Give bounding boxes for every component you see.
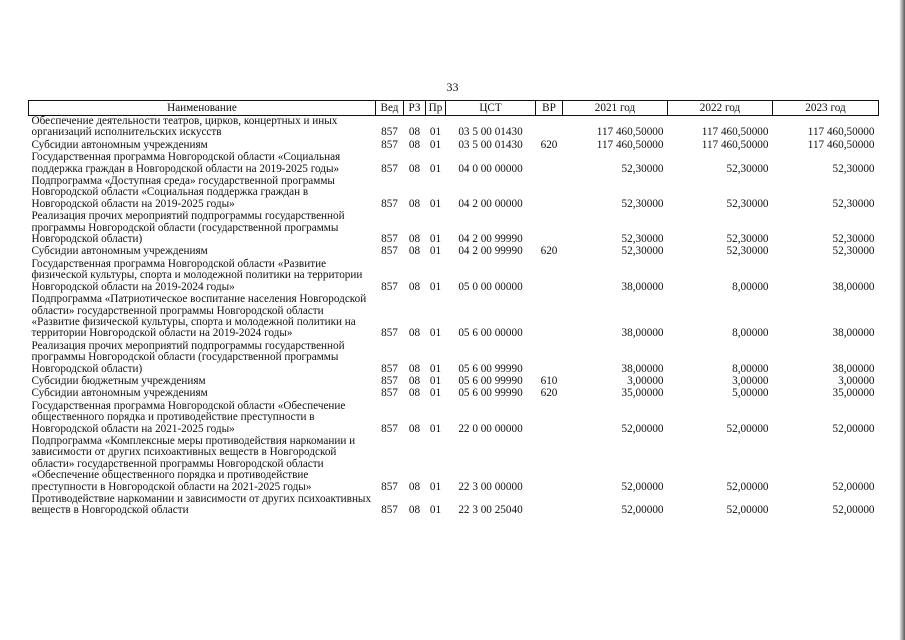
row-pr: 01 — [429, 362, 442, 375]
row-2022: 52,30000 — [726, 233, 769, 246]
row-2021: 52,30000 — [621, 162, 664, 175]
row-cst: 04 2 00 99990 — [458, 245, 523, 258]
row-2023: 117 460,50000 — [807, 138, 875, 151]
row-2021: 52,30000 — [621, 197, 664, 210]
row-vr — [536, 436, 563, 494]
row-2022: 5,00000 — [732, 387, 769, 400]
row-2023: 52,30000 — [832, 233, 875, 246]
row-2022: 8,00000 — [732, 362, 769, 375]
row-2023: 117 460,50000 — [807, 126, 875, 139]
table-row — [29, 494, 879, 518]
row-2021: 52,30000 — [621, 233, 664, 246]
row-name: Субсидии автономным учреждениям — [31, 138, 208, 151]
row-pr: 01 — [429, 280, 442, 293]
row-rz: 08 — [408, 245, 421, 258]
row-2023: 35,00000 — [832, 387, 875, 400]
row-2022: 52,30000 — [726, 197, 769, 210]
row-2022: 52,30000 — [726, 245, 769, 258]
table-header-row — [29, 101, 879, 116]
row-ved: 857 — [381, 362, 398, 375]
row-name: Подпрограмма «Комплексные меры противодействия наркомании и зависимости от других психоактивных веществ в Новгородской области» государственной программы Новгородской области «Обеспечение общественного порядка и противодействие преступности в Новгородской области на 2021-2025 годы» — [31, 434, 356, 493]
row-name: Противодействие наркомании и зависимости от других психоактивных веществ в Новгородской области — [31, 493, 372, 517]
row-rz: 08 — [408, 327, 421, 340]
row-vr: 620 — [540, 387, 558, 400]
table-row — [29, 401, 879, 436]
row-rz: 08 — [408, 387, 421, 400]
row-2023: 38,00000 — [832, 327, 875, 340]
row-pr: 01 — [429, 327, 442, 340]
row-pr: 01 — [429, 480, 442, 493]
row-pr: 01 — [429, 197, 442, 210]
row-ved: 857 — [381, 327, 398, 340]
row-vr: 610 — [540, 374, 558, 387]
row-vr: 620 — [540, 245, 558, 258]
table-row — [29, 246, 879, 258]
row-pr: 01 — [429, 126, 442, 139]
row-cst: 05 6 00 99990 — [458, 387, 523, 400]
row-rz: 08 — [408, 126, 421, 139]
row-2023: 52,00000 — [832, 480, 875, 493]
row-vr — [536, 176, 563, 211]
row-rz: 08 — [408, 197, 421, 210]
row-2021: 52,00000 — [621, 422, 664, 435]
table-row — [29, 341, 879, 376]
row-ved: 857 — [381, 374, 398, 387]
row-2021: 38,00000 — [621, 327, 664, 340]
table-row — [29, 388, 879, 400]
row-pr: 01 — [429, 138, 442, 151]
row-rz: 08 — [408, 233, 421, 246]
table-row — [29, 259, 879, 294]
row-name: Субсидии бюджетным учреждениям — [31, 374, 206, 387]
table-row — [29, 152, 879, 176]
row-name: Субсидии автономным учреждениям — [31, 245, 208, 258]
row-pr: 01 — [429, 504, 442, 517]
row-ved: 857 — [381, 504, 398, 517]
row-name: Подпрограмма «Доступная среда» государственной программы Новгородской области «Социальная поддержка граждан в Новгородской области на 2019-2025 годы» — [31, 175, 335, 210]
row-vr — [536, 116, 563, 140]
row-2023: 52,30000 — [832, 245, 875, 258]
page-number: 33 — [446, 80, 459, 94]
row-cst: 04 0 00 00000 — [458, 162, 523, 175]
table-row — [29, 116, 879, 140]
table-body — [29, 116, 879, 518]
row-2021: 3,00000 — [627, 374, 664, 387]
row-name: Субсидии автономным учреждениям — [31, 387, 208, 400]
row-2022: 8,00000 — [732, 280, 769, 293]
row-ved: 857 — [381, 245, 398, 258]
row-pr: 01 — [429, 387, 442, 400]
row-vr — [536, 494, 563, 518]
table-row — [29, 294, 879, 341]
table-row — [29, 436, 879, 494]
row-vr — [536, 152, 563, 176]
row-2022: 52,00000 — [726, 480, 769, 493]
row-2022: 52,00000 — [726, 504, 769, 517]
row-pr: 01 — [429, 162, 442, 175]
row-ved: 857 — [381, 422, 398, 435]
row-2023: 52,30000 — [832, 197, 875, 210]
row-ved: 857 — [381, 126, 398, 139]
header-ved: Вед — [376, 101, 404, 116]
row-vr — [536, 259, 563, 294]
row-cst: 22 3 00 00000 — [458, 480, 523, 493]
row-vr — [536, 294, 563, 341]
row-cst: 05 6 00 00000 — [458, 327, 523, 340]
row-cst: 04 2 00 00000 — [458, 197, 523, 210]
row-pr: 01 — [429, 422, 442, 435]
row-cst: 05 6 00 99990 — [458, 362, 523, 375]
row-vr — [536, 401, 563, 436]
row-2021: 52,30000 — [621, 245, 664, 258]
row-cst: 03 5 00 01430 — [458, 126, 523, 139]
row-vr — [536, 341, 563, 376]
row-name: Реализация прочих мероприятий подпрограммы государственной программы Новгородской области (государственной программы Новгородской области) — [31, 210, 345, 246]
row-rz: 08 — [408, 362, 421, 375]
header-rz: РЗ — [404, 101, 426, 116]
row-2022: 52,00000 — [726, 422, 769, 435]
budget-table — [28, 100, 879, 518]
row-2023: 3,00000 — [838, 374, 875, 387]
row-2022: 8,00000 — [732, 327, 769, 340]
header-2023: 2023 год — [773, 101, 879, 116]
row-ved: 857 — [381, 233, 398, 246]
table-row — [29, 176, 879, 211]
header-2022: 2022 год — [668, 101, 773, 116]
row-cst: 22 0 00 00000 — [458, 422, 523, 435]
row-2021: 117 460,50000 — [596, 138, 664, 151]
row-rz: 08 — [408, 162, 421, 175]
row-pr: 01 — [429, 374, 442, 387]
row-2021: 38,00000 — [621, 280, 664, 293]
row-name: Обеспечение деятельности театров, цирков, концертных и иных организаций исполнительских искусств — [31, 115, 338, 139]
row-name: Государственная программа Новгородской области «Социальная поддержка граждан в Новгородской области на 2019-2025 годы» — [31, 151, 341, 175]
header-name: Наименование — [29, 101, 376, 116]
row-cst: 03 5 00 01430 — [458, 138, 523, 151]
row-rz: 08 — [408, 504, 421, 517]
row-2023: 38,00000 — [832, 362, 875, 375]
row-ved: 857 — [381, 162, 398, 175]
row-pr: 01 — [429, 245, 442, 258]
row-vr — [536, 211, 563, 246]
header-cst: ЦСТ — [446, 101, 536, 116]
row-cst: 22 3 00 25040 — [458, 504, 523, 517]
row-rz: 08 — [408, 138, 421, 151]
row-name: Реализация прочих мероприятий подпрограммы государственной программы Новгородской области (государственной программы Новгородской области) — [31, 339, 345, 375]
row-2023: 52,00000 — [832, 422, 875, 435]
row-vr: 620 — [540, 138, 558, 151]
scan-edge-shadow — [899, 0, 905, 640]
row-ved: 857 — [381, 280, 398, 293]
row-2022: 117 460,50000 — [701, 126, 769, 139]
row-cst: 04 2 00 99990 — [458, 233, 523, 246]
row-2021: 52,00000 — [621, 504, 664, 517]
row-2022: 3,00000 — [732, 374, 769, 387]
row-name: Государственная программа Новгородской области «Развитие физической культуры, спорта и молодежной политики на территории Новгородской области на 2019-2024 годы» — [31, 257, 363, 293]
row-2022: 52,30000 — [726, 162, 769, 175]
row-rz: 08 — [408, 280, 421, 293]
header-2021: 2021 год — [563, 101, 668, 116]
row-pr: 01 — [429, 233, 442, 246]
row-2023: 38,00000 — [832, 280, 875, 293]
row-2023: 52,00000 — [832, 504, 875, 517]
header-pr: Пр — [426, 101, 446, 116]
row-rz: 08 — [408, 480, 421, 493]
row-2021: 38,00000 — [621, 362, 664, 375]
row-2022: 117 460,50000 — [701, 138, 769, 151]
row-ved: 857 — [381, 197, 398, 210]
row-2021: 52,00000 — [621, 480, 664, 493]
row-cst: 05 0 00 00000 — [458, 280, 523, 293]
row-ved: 857 — [381, 387, 398, 400]
table-row — [29, 211, 879, 246]
header-vr: ВР — [536, 101, 563, 116]
row-rz: 08 — [408, 374, 421, 387]
row-ved: 857 — [381, 480, 398, 493]
row-2021: 117 460,50000 — [596, 126, 664, 139]
row-2021: 35,00000 — [621, 387, 664, 400]
row-name: Подпрограмма «Патриотическое воспитание населения Новгородской области» государственной программы Новгородской области «Развитие физической культуры, спорта и молодежной политики на территории Новгородской области на 2019-2024 годы» — [31, 293, 367, 340]
row-ved: 857 — [381, 138, 398, 151]
row-rz: 08 — [408, 422, 421, 435]
row-name: Государственная программа Новгородской области «Обеспечение общественного порядка и противодействие преступности в Новгородской области на 2021-2025 годы» — [31, 399, 346, 435]
row-cst: 05 6 00 99990 — [458, 374, 523, 387]
row-2023: 52,30000 — [832, 162, 875, 175]
